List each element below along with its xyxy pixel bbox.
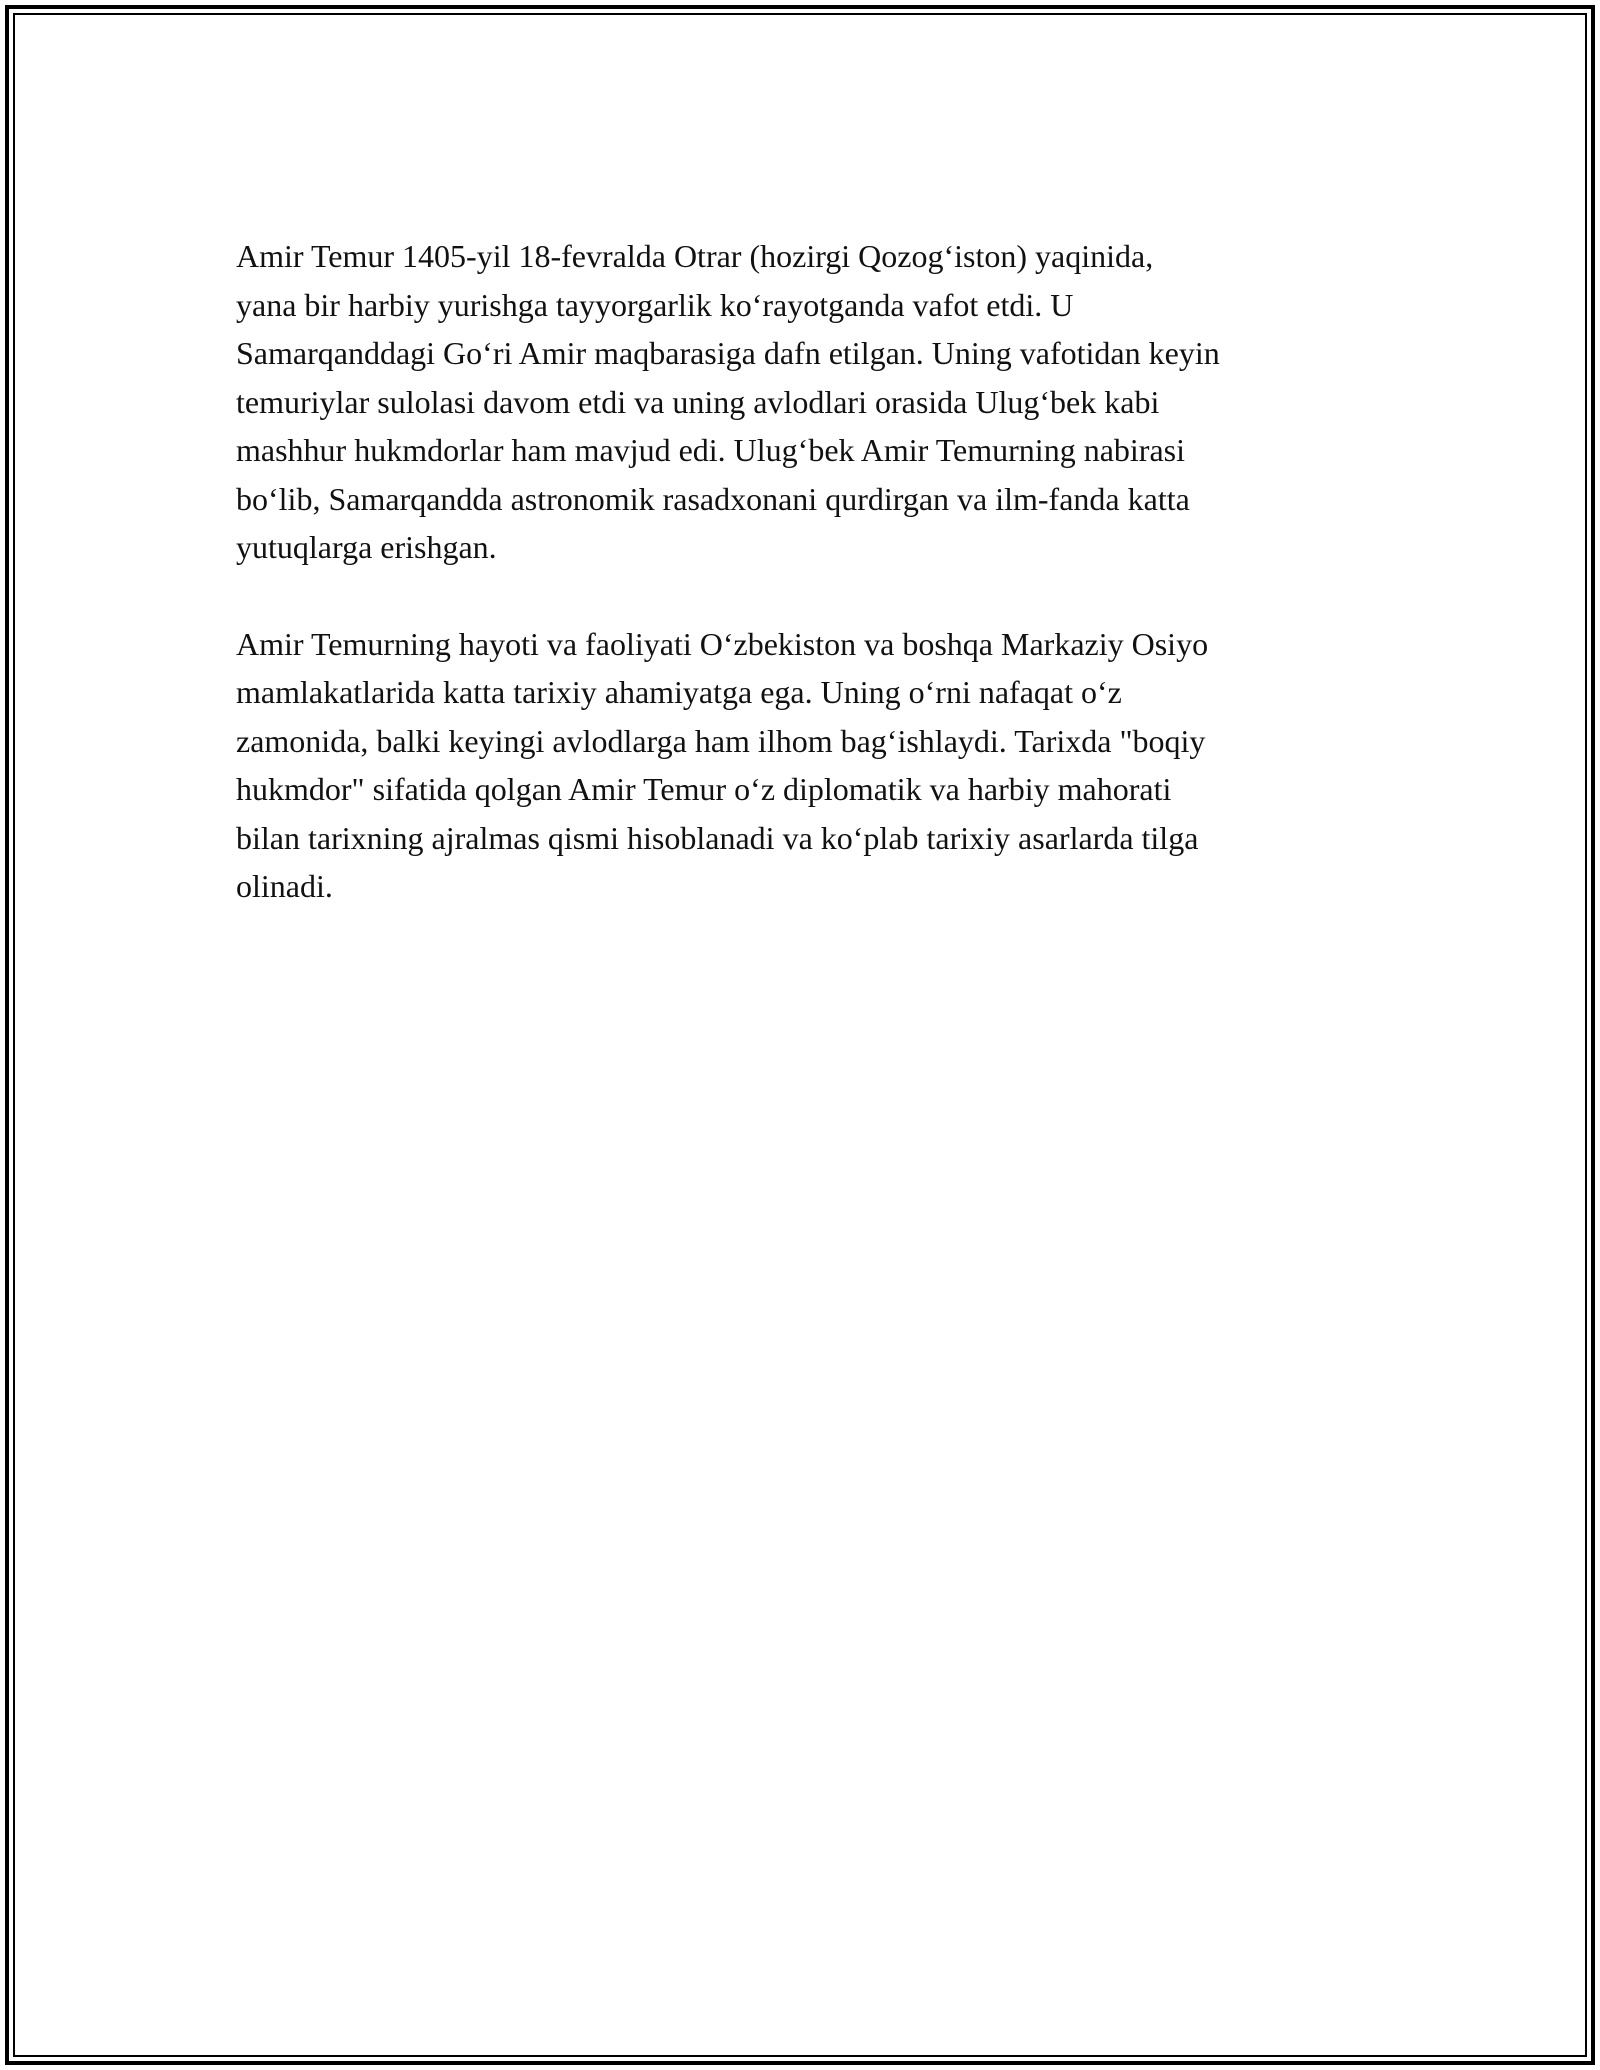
text-line: zamonida, balki keyingi avlodlarga ham ilhom bag‘ishlaydi. Tarixda "boqiy	[236, 722, 1206, 759]
text-line: Samarqanddagi Go‘ri Amir maqbarasiga dafn etilgan. Uning vafotidan keyin	[236, 335, 1220, 371]
text-line: bilan tarixning ajralmas qismi hisoblanadi va ko‘plab tarixiy asarlarda tilga	[236, 819, 1199, 856]
text-line: Amir Temurning hayoti va faoliyati O‘zbekiston va boshqa Markaziy Osiyo	[236, 625, 1209, 662]
text-line: olinadi.	[236, 868, 333, 904]
text-line: temuriylar sulolasi davom etdi va uning avlodlari orasida Ulug‘bek kabi	[236, 383, 1160, 420]
paragraph-2	[236, 620, 1386, 911]
text-line: mamlakatlarida katta tarixiy ahamiyatga ega. Uning o‘rni nafaqat o‘z	[236, 674, 1122, 710]
text-line: bo‘lib, Samarqandda astronomik rasadxonani qurdirgan va ilm-fanda katta	[236, 480, 1190, 517]
text-line: hukmdor" sifatida qolgan Amir Temur o‘z diplomatik va harbiy mahorati	[236, 771, 1172, 807]
text-line: yutuqlarga erishgan.	[236, 529, 497, 565]
paragraph-1	[236, 232, 1386, 572]
text-line: Amir Temur 1405-yil 18-fevralda Otrar (hozirgi Qozog‘iston) yaqinida,	[236, 238, 1154, 274]
text-line: mashhur hukmdorlar ham mavjud edi. Ulug‘bek Amir Temurning nabirasi	[236, 432, 1185, 468]
text-line: yana bir harbiy yurishga tayyorgarlik ko‘rayotganda vafot etdi. U	[236, 286, 1074, 323]
document-body	[236, 232, 1386, 959]
